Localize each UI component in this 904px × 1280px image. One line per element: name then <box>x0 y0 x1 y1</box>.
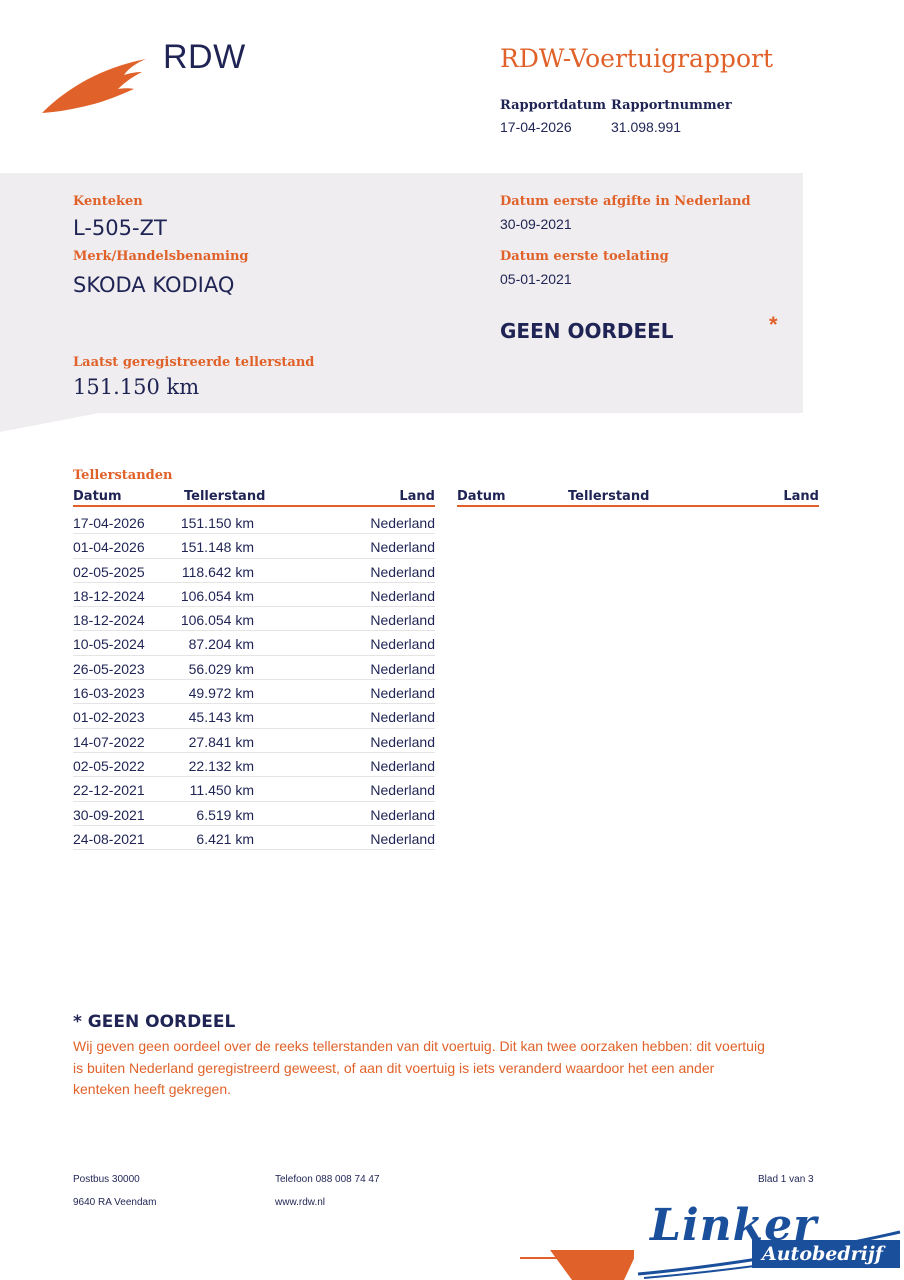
table-row <box>73 802 435 826</box>
row-date: 01-02-2023 <box>73 709 145 726</box>
make-label: Merk/Handelsbenaming <box>73 249 249 264</box>
row-date: 02-05-2025 <box>73 563 145 580</box>
row-reading: 106.054 km <box>180 587 254 604</box>
row-date: 24-08-2021 <box>73 830 145 847</box>
report-date-label: Rapportdatum <box>500 98 606 113</box>
col-header-date: Datum <box>457 489 506 504</box>
row-date: 18-12-2024 <box>73 587 145 604</box>
table-row <box>73 753 435 777</box>
report-title: RDW-Voertuigrapport <box>500 44 773 73</box>
row-date: 01-04-2026 <box>73 539 145 556</box>
first-admission-value: 05-01-2021 <box>500 271 572 287</box>
row-date: 14-07-2022 <box>73 733 145 750</box>
row-date: 10-05-2024 <box>73 636 145 653</box>
first-issue-nl-label: Datum eerste afgifte in Nederland <box>500 194 751 209</box>
footer-phone: Telefoon 088 008 74 47 <box>275 1174 380 1185</box>
table-header-right <box>457 489 819 507</box>
footer-page-number: Blad 1 van 3 <box>758 1174 814 1185</box>
row-reading: 87.204 km <box>188 636 254 653</box>
brand-name: RDW <box>163 38 246 76</box>
table-row <box>73 729 435 753</box>
arrow-decoration-icon <box>520 1244 640 1280</box>
note-text: Wij geven geen oordeel over de reeks tellerstanden van dit voertuig. Dit kan twee oorzaken hebben: dit voertuig is buiten Nederland geregistreerd geweest, of aan dit voertuig is iets veranderd waardoor het een ander kenteken heeft gekregen. <box>73 1038 765 1097</box>
report-number-label: Rapportnummer <box>611 98 732 113</box>
first-admission-label: Datum eerste toelating <box>500 249 669 264</box>
row-date: 30-09-2021 <box>73 806 145 823</box>
note-title: * GEEN OORDEEL <box>73 1012 236 1032</box>
row-date: 16-03-2023 <box>73 685 145 702</box>
row-date: 02-05-2022 <box>73 757 145 774</box>
row-date: 18-12-2024 <box>73 612 145 629</box>
row-reading: 27.841 km <box>188 733 254 750</box>
table-rows <box>73 510 435 850</box>
odometer-value: 151.150 km <box>73 375 200 399</box>
footer-city: 9640 RA Veendam <box>73 1197 157 1208</box>
row-country: Nederland <box>370 539 435 556</box>
table-header-left <box>73 489 435 507</box>
table-row <box>73 607 435 631</box>
row-country: Nederland <box>370 660 435 677</box>
row-date: 26-05-2023 <box>73 660 145 677</box>
col-header-reading: Tellerstand <box>184 489 266 504</box>
table-row <box>73 583 435 607</box>
odometer-label: Laatst geregistreerde tellerstand <box>73 355 315 370</box>
row-reading: 45.143 km <box>188 709 254 726</box>
table-row <box>73 631 435 655</box>
table-row <box>73 559 435 583</box>
table-row <box>73 680 435 704</box>
row-country: Nederland <box>370 782 435 799</box>
row-date: 22-12-2021 <box>73 782 145 799</box>
row-reading: 6.519 km <box>196 806 254 823</box>
row-reading: 118.642 km <box>181 563 254 580</box>
row-reading: 106.054 km <box>180 612 254 629</box>
table-row <box>73 656 435 680</box>
plate-label: Kenteken <box>73 194 143 209</box>
vehicle-panel-tab <box>0 412 104 432</box>
row-reading: 6.421 km <box>196 830 254 847</box>
row-country: Nederland <box>370 685 435 702</box>
verdict: GEEN OORDEEL <box>500 319 674 343</box>
plate-value: L-505-ZT <box>73 216 167 240</box>
col-header-country: Land <box>399 489 435 504</box>
table-title: Tellerstanden <box>73 468 173 483</box>
row-reading: 151.150 km <box>180 515 254 531</box>
footer-website-link[interactable]: www.rdw.nl <box>275 1197 326 1208</box>
row-country: Nederland <box>370 563 435 580</box>
row-reading: 22.132 km <box>188 757 254 774</box>
table-row <box>73 704 435 728</box>
verdict-asterisk: * <box>769 312 778 337</box>
rdw-feather-logo-icon <box>40 55 150 117</box>
dealer-logo <box>634 1198 904 1280</box>
row-reading: 49.972 km <box>188 685 254 702</box>
row-reading: 56.029 km <box>188 660 254 677</box>
col-header-date: Datum <box>73 489 122 504</box>
footer-postbus: Postbus 30000 <box>73 1174 140 1185</box>
row-country: Nederland <box>370 733 435 750</box>
table-row <box>73 826 435 850</box>
table-row <box>73 510 435 534</box>
dealer-subtitle: Autobedrijf <box>762 1243 883 1265</box>
row-country: Nederland <box>370 830 435 847</box>
report-number: 31.098.991 <box>611 119 682 135</box>
row-country: Nederland <box>370 636 435 653</box>
row-country: Nederland <box>370 709 435 726</box>
col-header-country: Land <box>783 489 819 504</box>
dealer-name: Linker <box>650 1200 818 1251</box>
row-country: Nederland <box>370 515 435 531</box>
row-date: 17-04-2026 <box>73 515 145 531</box>
table-row <box>73 777 435 801</box>
row-country: Nederland <box>370 612 435 629</box>
col-header-reading: Tellerstand <box>568 489 650 504</box>
row-reading: 11.450 km <box>189 782 254 799</box>
row-country: Nederland <box>370 806 435 823</box>
first-issue-nl-value: 30-09-2021 <box>500 216 572 232</box>
row-reading: 151.148 km <box>180 539 254 556</box>
table-row <box>73 534 435 558</box>
make-value: SKODA KODIAQ <box>73 273 235 297</box>
report-date: 17-04-2026 <box>500 119 572 135</box>
row-country: Nederland <box>370 757 435 774</box>
row-country: Nederland <box>370 587 435 604</box>
